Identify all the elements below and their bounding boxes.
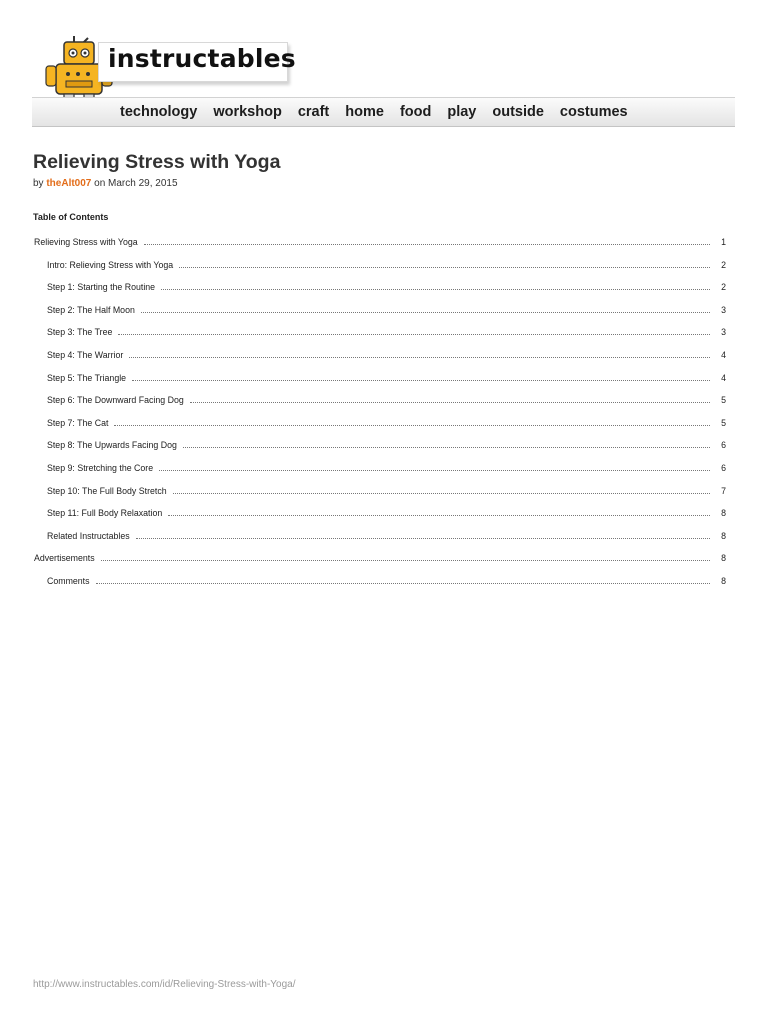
toc-leader-dots xyxy=(183,446,710,448)
toc-entry-label: Intro: Relieving Stress with Yoga xyxy=(47,259,174,270)
toc-entry-page: 7 xyxy=(721,485,726,496)
toc-entry[interactable] xyxy=(0,506,726,520)
toc-leader-dots xyxy=(159,469,710,471)
toc-entry[interactable] xyxy=(0,438,726,452)
toc-entry-label: Step 3: The Tree xyxy=(47,327,113,338)
toc-entry[interactable] xyxy=(0,280,726,294)
toc-leader-dots xyxy=(144,243,710,245)
toc-entry[interactable] xyxy=(0,461,726,475)
toc-entry-label: Step 6: The Downward Facing Dog xyxy=(47,395,184,406)
toc-entry-label: Step 11: Full Body Relaxation xyxy=(47,508,163,519)
toc-leader-dots xyxy=(190,401,710,403)
toc-entry[interactable] xyxy=(0,303,726,317)
toc-entry-label: Step 10: The Full Body Stretch xyxy=(47,485,167,496)
toc-leader-dots xyxy=(114,424,710,426)
toc-entry-page: 8 xyxy=(721,576,726,586)
toc-leader-dots xyxy=(161,288,710,290)
nav-list xyxy=(120,98,644,126)
nav-item-technology[interactable]: technology xyxy=(120,104,198,120)
toc-entry-page: 2 xyxy=(721,259,726,270)
toc-leader-dots xyxy=(96,582,710,584)
toc-entry-page: 2 xyxy=(721,282,726,293)
toc-leader-dots xyxy=(118,333,710,335)
toc-entry-page: 6 xyxy=(721,463,726,473)
toc-entry-page: 5 xyxy=(721,417,726,428)
toc-entry-label: Step 7: The Cat xyxy=(47,417,109,428)
toc-entry-label: Step 4: The Warrior xyxy=(47,350,124,360)
author-link[interactable]: theAlt007 xyxy=(46,178,92,189)
nav-item-craft[interactable]: craft xyxy=(297,104,330,120)
toc-entry-page: 3 xyxy=(721,327,726,338)
toc-leader-dots xyxy=(173,492,710,494)
toc-entry-page: 8 xyxy=(721,553,726,564)
toc-leader-dots xyxy=(129,356,710,358)
toc-leader-dots xyxy=(179,266,710,268)
byline xyxy=(33,178,178,189)
toc-entry[interactable] xyxy=(0,325,726,339)
nav-item-food[interactable]: food xyxy=(399,104,432,120)
site-header xyxy=(0,0,768,130)
site-logo[interactable]: instructables xyxy=(108,44,296,73)
toc-entry-page: 1 xyxy=(721,237,726,247)
publish-date: on March 29, 2015 xyxy=(94,178,178,189)
nav-item-workshop[interactable]: workshop xyxy=(213,104,282,120)
toc-entry[interactable] xyxy=(0,529,726,543)
page-title: Relieving Stress with Yoga xyxy=(33,151,281,173)
toc-entry[interactable] xyxy=(0,348,726,362)
nav-item-outside[interactable]: outside xyxy=(492,104,544,120)
toc-entry-label: Step 1: Starting the Routine xyxy=(47,282,156,293)
byline-prefix: by xyxy=(33,178,44,189)
toc-entry-page: 8 xyxy=(721,530,726,541)
toc-entry[interactable] xyxy=(0,371,726,385)
toc-heading: Table of Contents xyxy=(33,212,109,222)
toc-entry[interactable] xyxy=(0,258,726,272)
toc-leader-dots xyxy=(141,311,710,313)
toc-entry-page: 5 xyxy=(721,395,726,406)
toc-entry-label: Comments xyxy=(47,576,90,586)
toc-entry[interactable] xyxy=(0,393,726,407)
toc-leader-dots xyxy=(136,537,710,539)
toc-entry-label: Step 9: Stretching the Core xyxy=(47,463,154,473)
toc-entry-label: Relieving Stress with Yoga xyxy=(34,237,138,247)
nav-item-costumes[interactable]: costumes xyxy=(559,104,628,120)
toc-entry-label: Step 5: The Triangle xyxy=(47,372,127,383)
toc-entry-page: 3 xyxy=(721,304,726,315)
toc-entry-page: 8 xyxy=(721,508,726,519)
toc-leader-dots xyxy=(101,559,710,561)
toc-entry-page: 4 xyxy=(721,350,726,360)
toc-entry-label: Related Instructables xyxy=(47,530,130,541)
toc-leader-dots xyxy=(132,379,710,381)
toc-entry[interactable] xyxy=(0,416,726,430)
toc-entry-label: Step 8: The Upwards Facing Dog xyxy=(47,440,177,451)
toc-entry-page: 6 xyxy=(721,440,726,451)
toc-entry[interactable] xyxy=(0,235,726,249)
toc-entry-label: Step 2: The Half Moon xyxy=(47,304,135,315)
nav-item-play[interactable]: play xyxy=(447,104,477,120)
toc-leader-dots xyxy=(168,514,710,516)
toc-entry[interactable] xyxy=(0,551,726,565)
toc-entry-label: Advertisements xyxy=(34,553,95,564)
category-nav xyxy=(32,97,735,127)
nav-item-home[interactable]: home xyxy=(345,104,384,120)
toc-entry[interactable] xyxy=(0,484,726,498)
toc-entry[interactable] xyxy=(0,574,726,588)
toc-entry-page: 4 xyxy=(721,372,726,383)
footer-url[interactable]: http://www.instructables.com/id/Relieving-Stress-with-Yoga/ xyxy=(33,979,296,990)
